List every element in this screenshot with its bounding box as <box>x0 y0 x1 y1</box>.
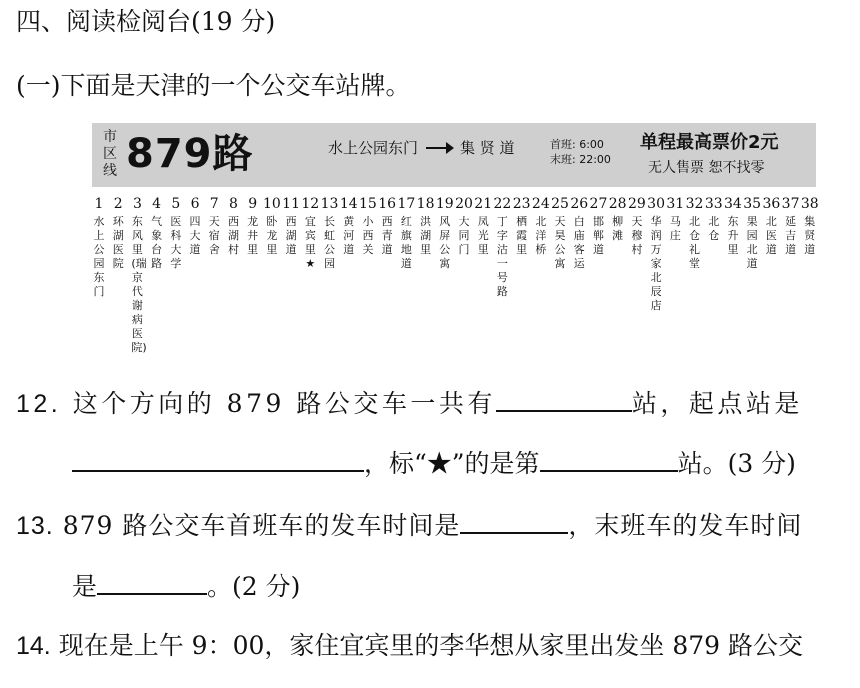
stop-name: 风屏公寓 <box>439 215 451 270</box>
question-text: ，标“★”的是第 <box>364 449 540 478</box>
stop-name: 四大道 <box>189 215 201 256</box>
bus-stop <box>569 195 589 271</box>
bus-stop <box>627 195 647 257</box>
bus-stop <box>281 195 301 257</box>
stop-number: 11 <box>282 196 300 212</box>
star-icon: ★ <box>305 257 316 270</box>
route-category: 市区线 <box>103 129 117 179</box>
bus-stop <box>646 195 666 313</box>
stop-number: 23 <box>512 196 531 212</box>
answer-blank[interactable] <box>540 444 678 472</box>
question-12-cont <box>72 444 796 480</box>
stop-name: 天穆村 <box>631 215 643 256</box>
stop-number: 32 <box>685 196 704 212</box>
question-text: 是 <box>72 572 98 601</box>
stop-name: 龙井里 <box>247 215 259 256</box>
arrow-right-icon <box>426 147 452 149</box>
question-text: ，末班车的发车时间 <box>568 511 803 540</box>
bus-stop <box>185 195 205 257</box>
stop-number: 12 <box>301 196 320 212</box>
stop-number: 19 <box>435 196 454 212</box>
stop-name: 小西关 <box>362 215 374 256</box>
bus-stop <box>127 195 147 355</box>
stop-name: 延吉道 <box>785 215 797 256</box>
stop-number: 5 <box>171 196 181 212</box>
stop-number: 28 <box>608 196 627 212</box>
question-13-cont <box>72 567 300 603</box>
stop-name: 西湖村 <box>227 215 239 256</box>
answer-blank[interactable] <box>97 567 207 595</box>
bus-stop <box>704 195 724 243</box>
bus-stop <box>243 195 263 257</box>
stop-number: 29 <box>627 196 646 212</box>
stop-name: 白庙客运 <box>573 215 585 270</box>
question-number: 14. <box>16 632 51 660</box>
bus-stop <box>761 195 781 257</box>
question-text: 879 路公交车首班车的发车时间是 <box>62 511 461 540</box>
stop-name: 北仓礼堂 <box>689 215 701 270</box>
stop-number: 36 <box>762 196 781 212</box>
stop-number: 33 <box>704 196 723 212</box>
answer-blank[interactable] <box>72 444 364 472</box>
bus-stop <box>512 195 532 257</box>
stop-name: 长虹公园 <box>324 215 336 270</box>
route-number: 879路 <box>126 131 254 177</box>
stop-name: 水上公园东门 <box>93 215 105 298</box>
stop-number: 6 <box>190 196 200 212</box>
stop-number: 16 <box>378 196 397 212</box>
stop-name: 马庄 <box>669 215 681 242</box>
bus-stop <box>262 195 282 257</box>
stop-number: 10 <box>262 196 281 212</box>
stop-name: 大同门 <box>458 215 470 256</box>
bus-stop <box>204 195 224 257</box>
service-times <box>550 137 611 167</box>
stop-number: 34 <box>724 196 742 212</box>
stop-name: 华润万家北辰店 <box>650 215 662 312</box>
bus-stop <box>608 195 628 243</box>
stop-number: 38 <box>800 196 819 212</box>
bus-stop <box>300 195 320 270</box>
fare-info: 单程最高票价2元 <box>640 132 779 153</box>
bus-stop <box>339 195 359 257</box>
answer-blank[interactable] <box>460 506 568 534</box>
stop-name: 东升里 <box>727 215 739 256</box>
bus-stop <box>781 195 801 257</box>
stop-number: 27 <box>589 196 608 212</box>
stop-number: 14 <box>339 196 358 212</box>
direction-to: 集 贤 道 <box>460 139 515 157</box>
stop-name: 凤光里 <box>477 215 489 256</box>
question-14 <box>16 630 803 662</box>
stop-number: 7 <box>209 196 219 212</box>
stop-name: 北医道 <box>765 215 777 256</box>
stop-number: 30 <box>647 196 665 212</box>
question-12 <box>16 384 803 420</box>
stop-name: 医科大学 <box>170 215 182 270</box>
bus-stop <box>147 195 167 271</box>
stop-number: 2 <box>113 196 123 212</box>
question-13 <box>16 506 802 542</box>
stop-number: 24 <box>531 196 550 212</box>
stop-name: 北仓 <box>708 215 720 242</box>
stop-number: 15 <box>359 196 377 212</box>
direction-from: 水上公园东门 <box>328 139 419 157</box>
stop-name: 集贤道 <box>804 215 816 256</box>
bus-stop <box>396 195 416 271</box>
bus-stop <box>454 195 474 257</box>
stop-name: 黄河道 <box>343 215 355 256</box>
stop-name: 栖霞里 <box>516 215 528 256</box>
stop-number: 13 <box>320 196 339 212</box>
route-direction <box>328 139 515 157</box>
stop-list <box>90 195 820 360</box>
stop-name: 北洋桥 <box>535 215 547 256</box>
stop-name: 丁字沽一号路 <box>496 215 508 298</box>
stop-number: 26 <box>570 196 589 212</box>
stop-name: 卧龙里 <box>266 215 278 256</box>
stop-number: 3 <box>132 196 142 212</box>
bus-stop <box>531 195 551 257</box>
stop-name: 天宿舍 <box>208 215 220 256</box>
question-text: 现在是上午 9：00，家住宜宾里的李华想从家里出发坐 879 路公交 <box>58 631 803 660</box>
bus-stop <box>723 195 743 257</box>
question-text: 站。(3 分) <box>677 449 796 478</box>
bus-stop <box>358 195 378 257</box>
stop-name: 红旗地道 <box>400 215 412 270</box>
stop-name: 果园北道 <box>746 215 758 270</box>
stop-number: 4 <box>152 196 162 212</box>
stop-number: 37 <box>781 196 800 212</box>
stop-name: 宜宾里 <box>304 215 316 256</box>
stop-number: 17 <box>397 196 416 212</box>
answer-blank[interactable] <box>496 384 632 412</box>
section-title: 四、阅读检阅台(19 分) <box>16 7 276 36</box>
stop-number: 21 <box>474 196 493 212</box>
stop-number: 35 <box>743 196 762 212</box>
stop-number: 9 <box>248 196 258 212</box>
stop-name: 气象台路 <box>151 215 163 270</box>
stop-number: 20 <box>455 196 473 212</box>
bus-stop <box>166 195 186 271</box>
stop-name: 洪湖里 <box>420 215 432 256</box>
stop-name: 邯郸道 <box>592 215 604 256</box>
stop-name: 西青道 <box>381 215 393 256</box>
question-text: 站，起点站是 <box>631 389 803 418</box>
question-text: 这个方向的 879 路公交车一共有 <box>72 389 496 418</box>
bus-stop <box>320 195 340 271</box>
stop-number: 1 <box>94 196 104 212</box>
question-text: 。(2 分) <box>207 572 301 601</box>
stop-number: 18 <box>416 196 435 212</box>
part-intro: (一)下面是天津的一个公交车站牌。 <box>16 71 411 100</box>
bus-stop <box>588 195 608 257</box>
stop-number: 25 <box>551 196 569 212</box>
bus-stop <box>435 195 455 271</box>
first-bus-time: 首班: 6:00 <box>550 138 604 151</box>
bus-stop-sign <box>92 123 816 187</box>
bus-stop <box>416 195 436 257</box>
stop-name: 环湖医院 <box>112 215 124 270</box>
bus-stop <box>665 195 685 243</box>
question-number: 13. <box>16 512 54 540</box>
bus-stop <box>89 195 109 299</box>
bus-stop <box>742 195 762 271</box>
stop-name: 东风里(瑞京代谢病医院) <box>131 215 147 354</box>
bus-stop <box>492 195 512 299</box>
stop-name: 西湖道 <box>285 215 297 256</box>
bus-stop <box>223 195 243 257</box>
stop-name: 柳滩 <box>612 215 624 242</box>
stop-number: 22 <box>493 196 512 212</box>
stop-name: 天昊公寓 <box>554 215 566 270</box>
bus-stop <box>108 195 128 271</box>
bus-stop <box>685 195 705 271</box>
stop-number: 31 <box>666 196 685 212</box>
question-number: 12. <box>16 390 62 418</box>
last-bus-time: 末班: 22:00 <box>550 153 611 166</box>
bus-stop <box>800 195 820 257</box>
stop-number: 8 <box>229 196 238 212</box>
fare-notice: 无人售票 恕不找零 <box>648 160 765 176</box>
bus-stop <box>377 195 397 257</box>
bus-stop <box>550 195 570 271</box>
bus-stop <box>473 195 493 257</box>
